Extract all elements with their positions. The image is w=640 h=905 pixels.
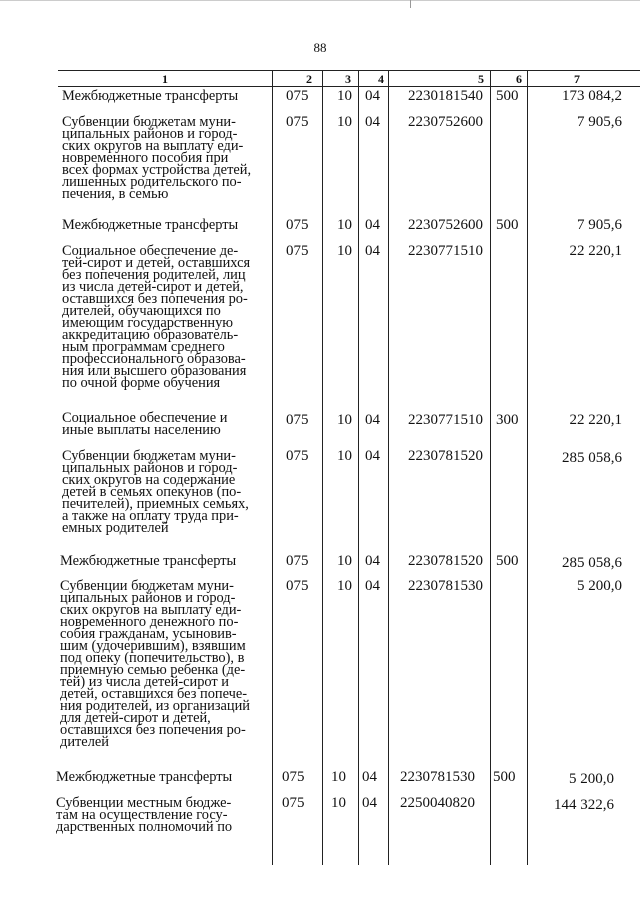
page-top-edge bbox=[0, 0, 640, 1]
row-amount: 7 905,6 bbox=[577, 217, 622, 233]
row-code-4: 04 bbox=[365, 553, 380, 569]
col-divider-3 bbox=[358, 70, 359, 865]
row-code-2: 075 bbox=[286, 114, 309, 130]
row-description: Межбюджетные трансферты bbox=[62, 88, 239, 104]
row-description: Социальное обеспечение де- тей-сирот и детей, оставшихся без попечения родителей, лиц из числа детей-сирот и детей, оставшихся без попечения ро- дителей, обучающихся по имеющим государственную аккредитацию образователь- ным программам среднего профессионального образова- ния или высшего образования по очной форме обучения bbox=[62, 243, 251, 391]
header-col-1: 1 bbox=[162, 72, 168, 86]
col-divider-1 bbox=[272, 70, 273, 865]
row-code-5: 2250040820 bbox=[400, 795, 475, 811]
header-bottom-rule bbox=[58, 86, 640, 87]
row-description: Межбюджетные трансферты bbox=[56, 769, 233, 785]
row-code-3: 10 bbox=[331, 795, 346, 811]
col-divider-6 bbox=[527, 70, 528, 865]
row-code-5: 2230771510 bbox=[408, 412, 483, 428]
header-col-3: 3 bbox=[345, 72, 351, 86]
row-code-6: 500 bbox=[496, 88, 519, 104]
row-amount: 22 220,1 bbox=[569, 412, 622, 428]
row-code-4: 04 bbox=[365, 412, 380, 428]
row-code-5: 2230781520 bbox=[408, 448, 483, 464]
row-code-5: 2230181540 bbox=[408, 88, 483, 104]
row-code-2: 075 bbox=[286, 217, 309, 233]
page-number: 88 bbox=[313, 40, 327, 55]
row-code-4: 04 bbox=[365, 448, 380, 464]
col-divider-2 bbox=[322, 70, 323, 865]
row-code-2: 075 bbox=[282, 795, 305, 811]
row-amount: 285 058,6 bbox=[562, 450, 622, 466]
row-code-4: 04 bbox=[365, 578, 380, 594]
row-code-6: 500 bbox=[496, 217, 519, 233]
row-code-2: 075 bbox=[286, 243, 309, 259]
row-code-5: 2230771510 bbox=[408, 243, 483, 259]
row-code-3: 10 bbox=[337, 114, 352, 130]
col-divider-4 bbox=[388, 70, 389, 865]
scan-edge-mark bbox=[410, 0, 411, 8]
row-code-3: 10 bbox=[337, 578, 352, 594]
row-code-3: 10 bbox=[337, 88, 352, 104]
header-col-4: 4 bbox=[378, 72, 384, 86]
row-code-2: 075 bbox=[286, 412, 309, 428]
row-code-6: 500 bbox=[496, 553, 519, 569]
header-col-2: 2 bbox=[306, 72, 312, 86]
row-code-5: 2230752600 bbox=[408, 114, 483, 130]
row-description: Межбюджетные трансферты bbox=[62, 217, 239, 233]
row-code-4: 04 bbox=[365, 217, 380, 233]
row-code-5: 2230752600 bbox=[408, 217, 483, 233]
row-amount: 173 084,2 bbox=[562, 88, 622, 104]
header-col-5: 5 bbox=[478, 72, 484, 86]
row-code-2: 075 bbox=[286, 578, 309, 594]
row-code-2: 075 bbox=[282, 769, 305, 785]
row-amount: 144 322,6 bbox=[554, 797, 614, 813]
row-code-6: 300 bbox=[496, 412, 519, 428]
row-code-5: 2230781520 bbox=[408, 553, 483, 569]
row-code-6: 500 bbox=[493, 769, 516, 785]
row-description: Субвенции бюджетам муни- ципальных районов и город- ских округов на содержание детей в семьях опекунов (по- печителей), приемных семьях, а также на оплату труда при- емных родителей bbox=[62, 448, 249, 536]
row-description: Субвенции бюджетам муни- ципальных районов и город- ских округов на выплату еди- новременного пособия при всех формах устройства детей, лишенных родительского по- печения, в семью bbox=[62, 114, 252, 202]
row-code-2: 075 bbox=[286, 88, 309, 104]
table-top-rule bbox=[58, 70, 640, 71]
row-code-3: 10 bbox=[337, 412, 352, 428]
row-amount: 5 200,0 bbox=[569, 771, 614, 787]
row-code-4: 04 bbox=[362, 795, 377, 811]
row-amount: 7 905,6 bbox=[577, 114, 622, 130]
row-code-4: 04 bbox=[365, 243, 380, 259]
row-code-4: 04 bbox=[365, 114, 380, 130]
row-code-2: 075 bbox=[286, 448, 309, 464]
row-code-2: 075 bbox=[286, 553, 309, 569]
row-code-3: 10 bbox=[337, 448, 352, 464]
row-description: Субвенции местным бюдже- там на осуществление госу- дарственных полномочий по bbox=[56, 795, 233, 835]
row-amount: 285 058,6 bbox=[562, 555, 622, 571]
row-code-3: 10 bbox=[331, 769, 346, 785]
header-col-6: 6 bbox=[516, 72, 522, 86]
header-col-7: 7 bbox=[574, 72, 580, 86]
row-description: Субвенции бюджетам муни- ципальных районов и город- ских округов на выплату еди- новременного денежного по- собия гражданам, усыновив- шим (удочерившим), взявшим под опеку (попечительство), в приемную семью ребенка (де- тей) из числа детей-сирот и детей, оставшихся без попече- ния родителей, из организаций для детей-сирот и детей, оставшихся без попечения ро- дителей bbox=[60, 578, 251, 750]
row-amount: 22 220,1 bbox=[569, 243, 622, 259]
row-amount: 5 200,0 bbox=[577, 578, 622, 594]
row-description: Социальное обеспечение и иные выплаты населению bbox=[62, 410, 228, 438]
row-code-5: 2230781530 bbox=[400, 769, 475, 785]
row-code-4: 04 bbox=[365, 88, 380, 104]
row-code-4: 04 bbox=[362, 769, 377, 785]
row-code-3: 10 bbox=[337, 553, 352, 569]
row-code-3: 10 bbox=[337, 217, 352, 233]
row-code-3: 10 bbox=[337, 243, 352, 259]
row-code-5: 2230781530 bbox=[408, 578, 483, 594]
row-description: Межбюджетные трансферты bbox=[60, 553, 237, 569]
col-divider-5 bbox=[490, 70, 491, 865]
